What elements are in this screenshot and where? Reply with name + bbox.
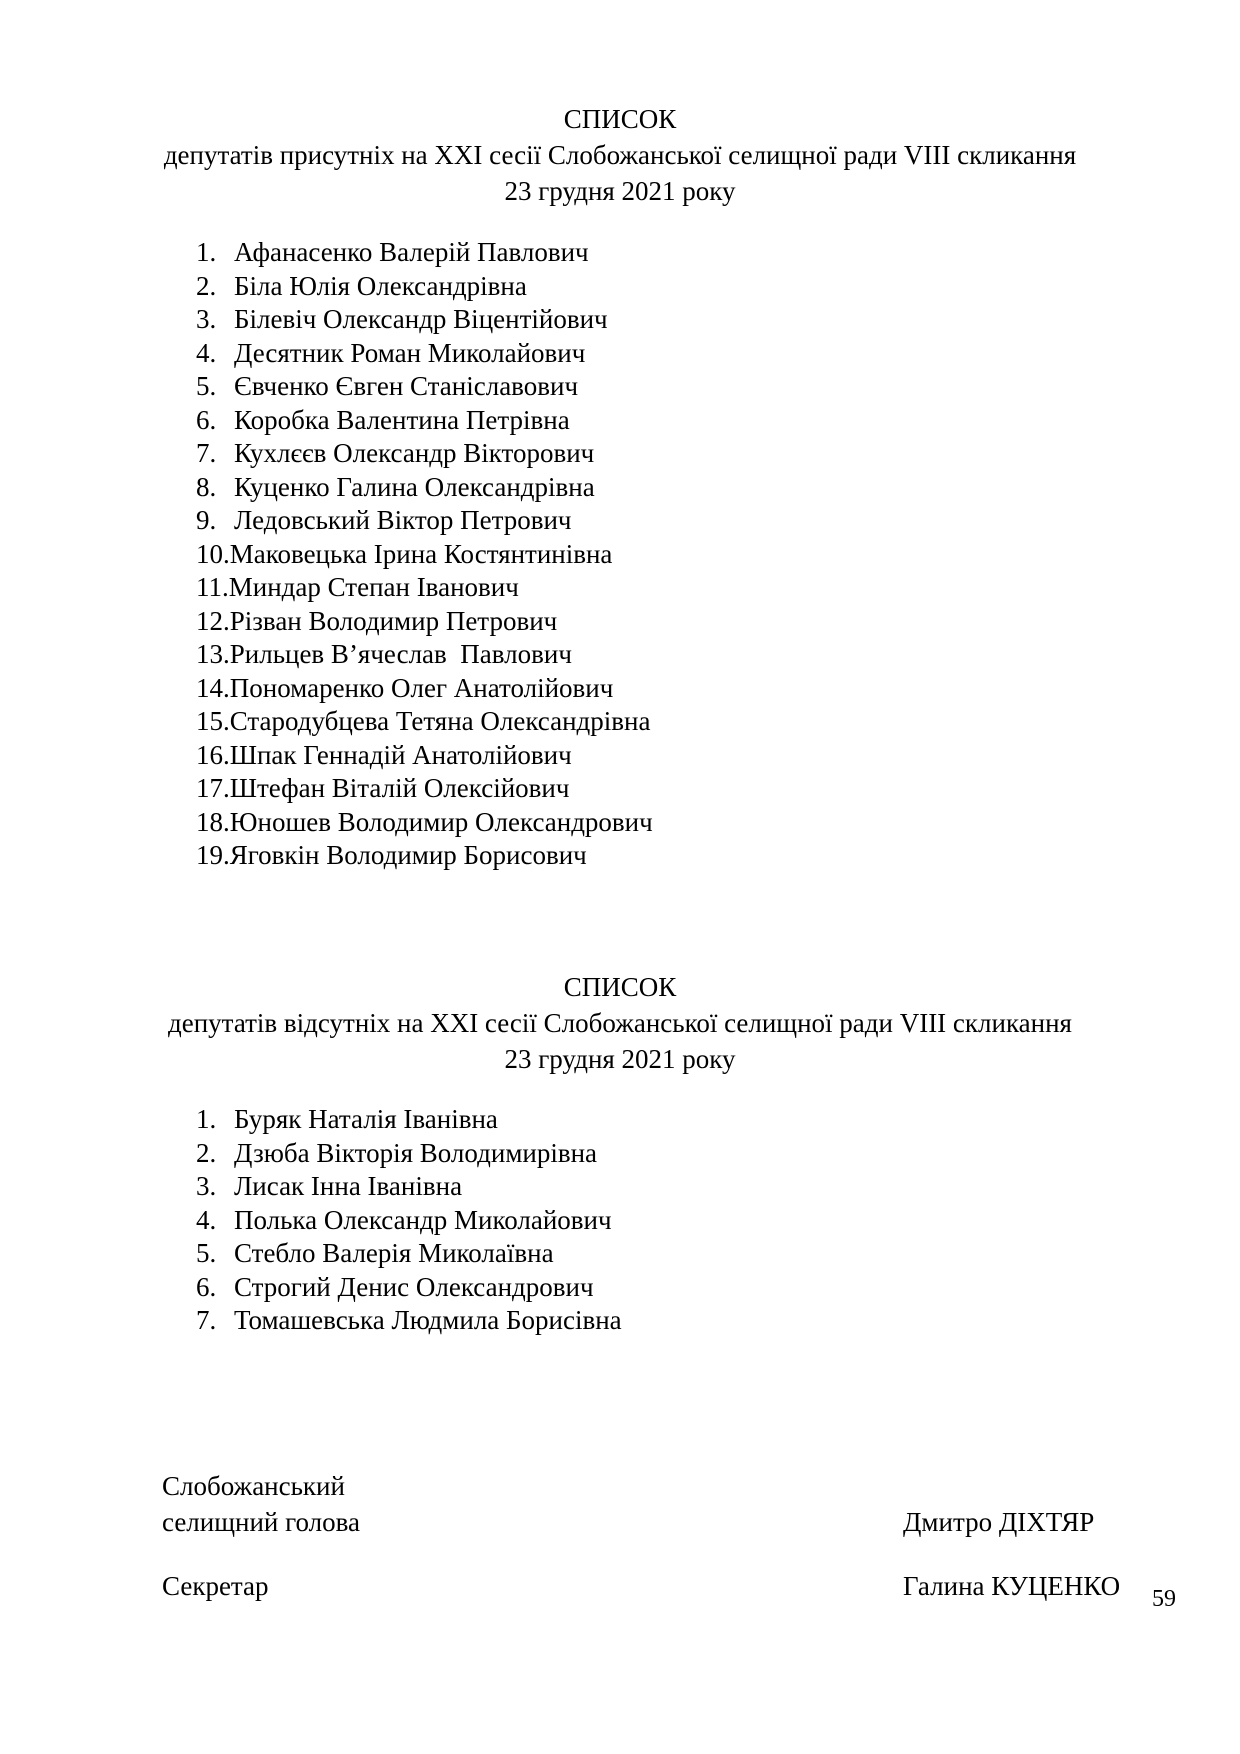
list-item-name: Афанасенко Валерій Павлович xyxy=(234,237,589,267)
list-item-name: Полька Олександр Миколайович xyxy=(234,1204,612,1235)
list-item-number: 3. xyxy=(196,1171,217,1201)
list-item xyxy=(196,437,653,471)
absent-list-date: 23 грудня 2021 року xyxy=(504,1044,736,1074)
list-item-number: 4. xyxy=(196,1204,217,1235)
list-item xyxy=(196,538,653,572)
list-item-number: 14. xyxy=(196,672,230,703)
list-item xyxy=(196,638,653,672)
list-item-number: 18. xyxy=(196,806,230,837)
list-item xyxy=(196,270,653,304)
list-item-name: Кухлєєв Олександр Вікторович xyxy=(234,438,595,468)
absent-list-heading xyxy=(0,969,1240,1077)
list-item xyxy=(196,806,653,840)
head-title xyxy=(162,1468,360,1540)
list-item xyxy=(196,605,653,639)
list-item xyxy=(196,303,653,337)
list-item xyxy=(196,236,653,270)
list-item-number: 13. xyxy=(196,639,230,669)
list-item-number: 3. xyxy=(196,304,217,334)
list-item-name: Рильцев В’ячеслав Павлович xyxy=(229,639,572,669)
list-item-number: 7. xyxy=(196,1305,217,1335)
list-item-number: 8. xyxy=(196,471,217,502)
list-item-name: Білевіч Олександр Віцентійович xyxy=(234,304,608,334)
page-number: 59 xyxy=(1152,1586,1176,1612)
head-title-line-2: селищний голова xyxy=(162,1507,361,1537)
list-item-name: Юношев Володимир Олександрович xyxy=(229,806,653,837)
list-item-name: Біла Юлія Олександрівна xyxy=(234,270,527,301)
list-item-name: Шпак Геннадій Анатолійович xyxy=(229,739,572,770)
list-item-number: 9. xyxy=(196,505,217,535)
list-item-name: Стебло Валерія Миколаївна xyxy=(234,1238,554,1268)
list-item xyxy=(196,739,653,773)
head-name: Дмитро ДІХТЯР xyxy=(903,1507,1095,1537)
present-list-heading xyxy=(0,101,1240,209)
list-item-name: Яговкін Володимир Борисович xyxy=(229,840,587,870)
list-item-number: 1. xyxy=(196,1104,217,1134)
list-item xyxy=(196,1137,622,1171)
list-item-number: 5. xyxy=(196,371,217,401)
list-item-number: 10. xyxy=(196,538,230,569)
list-item xyxy=(196,337,653,371)
list-item-name: Ледовський Віктор Петрович xyxy=(234,505,572,535)
list-item-number: 15. xyxy=(196,706,230,736)
list-item xyxy=(196,504,653,538)
secretary-title: Секретар xyxy=(162,1571,269,1601)
list-item-name: Куценко Галина Олександрівна xyxy=(234,471,595,502)
absent-deputies-list xyxy=(196,1103,622,1338)
list-item-name: Лисак Інна Іванівна xyxy=(234,1171,463,1201)
list-item xyxy=(196,705,653,739)
list-item-number: 1. xyxy=(196,237,217,267)
list-item-name: Десятник Роман Миколайович xyxy=(234,337,586,368)
list-item-number: 5. xyxy=(196,1238,217,1268)
list-item-number: 6. xyxy=(196,1271,217,1302)
list-item xyxy=(196,404,653,438)
list-item-number: 12. xyxy=(196,605,230,636)
list-item xyxy=(196,1237,622,1271)
list-item-number: 2. xyxy=(196,270,217,301)
list-item-number: 7. xyxy=(196,438,217,468)
list-item xyxy=(196,1103,622,1137)
head-title-line-1: Слобожанський xyxy=(162,1471,345,1501)
present-list-title: СПИСОК xyxy=(563,104,677,134)
list-item xyxy=(196,370,653,404)
list-item xyxy=(196,571,653,605)
list-item-number: 16. xyxy=(196,739,230,770)
list-item xyxy=(196,772,653,806)
list-item-number: 19. xyxy=(196,840,230,870)
present-deputies-list xyxy=(196,236,653,873)
list-item-name: Строгий Денис Олександрович xyxy=(234,1271,594,1302)
present-list-subtitle: депутатів присутніх на XXI сесії Слобожанської селищної ради VIII скликання xyxy=(163,140,1077,170)
list-item xyxy=(196,672,653,706)
list-item-name: Буряк Наталія Іванівна xyxy=(234,1104,498,1134)
list-item-name: Пономаренко Олег Анатолійович xyxy=(229,672,614,703)
list-item-number: 11. xyxy=(196,572,229,602)
absent-list-subtitle: депутатів відсутніх на XXI сесії Слобожанської селищної ради VIII скликання xyxy=(168,1008,1072,1038)
list-item-name: Євченко Євген Станіславович xyxy=(234,371,579,401)
list-item-name: Різван Володимир Петрович xyxy=(229,605,558,636)
present-list-date: 23 грудня 2021 року xyxy=(504,176,736,206)
list-item-number: 4. xyxy=(196,337,217,368)
list-item xyxy=(196,471,653,505)
list-item-number: 2. xyxy=(196,1137,217,1168)
list-item-number: 6. xyxy=(196,404,217,435)
list-item-name: Миндар Степан Іванович xyxy=(228,572,519,602)
list-item-name: Дзюба Вікторія Володимирівна xyxy=(234,1137,598,1168)
absent-list-title: СПИСОК xyxy=(563,972,677,1002)
list-item xyxy=(196,1170,622,1204)
list-item xyxy=(196,1271,622,1305)
list-item-name: Стародубцева Тетяна Олександрівна xyxy=(229,706,651,736)
list-item-name: Томашевська Людмила Борисівна xyxy=(234,1305,622,1335)
list-item xyxy=(196,1304,622,1338)
secretary-name: Галина КУЦЕНКО xyxy=(903,1571,1121,1601)
list-item-name: Штефан Віталій Олексійович xyxy=(229,773,570,803)
list-item-name: Коробка Валентина Петрівна xyxy=(234,404,570,435)
list-item xyxy=(196,1204,622,1238)
list-item-name: Маковецька Ірина Костянтинівна xyxy=(229,538,613,569)
list-item xyxy=(196,839,653,873)
list-item-number: 17. xyxy=(196,773,230,803)
